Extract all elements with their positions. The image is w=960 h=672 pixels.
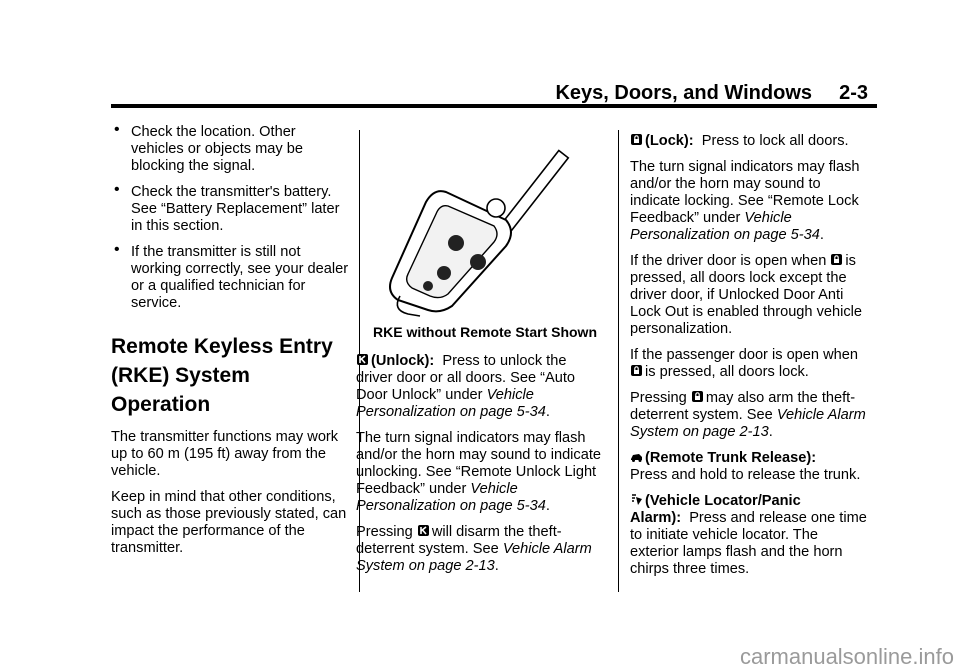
paragraph-unlock: (Unlock): Press to unlock the driver door or all doors. See “Auto Door Unlock” under Vehicle Personalization on page 5-34. [356, 353, 576, 420]
header-rule [111, 104, 877, 108]
key-fob-illustration [356, 128, 601, 318]
bullet-item: • Check the location. Other vehicles or objects may be blocking the signal. [114, 121, 303, 174]
fob-unlock-button [448, 235, 464, 251]
bullet-item: • Check the transmitter's battery. See “Battery Replacement” later in this section. [114, 181, 340, 234]
lock-icon [830, 253, 843, 266]
paragraph-passenger-door: If the passenger door is open when is pressed, all doors lock. [630, 347, 858, 380]
header-title: Keys, Doors, and Windows [555, 82, 812, 104]
watermark: carmanualsonline.info [739, 644, 954, 669]
paragraph-unlock-flash: The turn signal indicators may flash and/or the horn may sound to indicate unlocking. See “Remote Unlock Light Feedback” under Vehicle Personalization on page 5-34. [356, 430, 602, 514]
paragraph-range: The transmitter functions may work up to 60 m (195 ft) away from the vehicle. [111, 429, 339, 479]
paragraph-trunk: (Remote Trunk Release): Press and hold to release the trunk. [630, 450, 861, 483]
fob-trunk-button [437, 266, 451, 280]
lock-icon [630, 364, 643, 377]
section-heading: Remote Keyless Entry (RKE) System Operation [111, 335, 333, 416]
column-divider-2 [618, 130, 619, 592]
figure-caption: RKE without Remote Start Shown [373, 324, 597, 340]
paragraph-conditions: Keep in mind that other conditions, such as those previously stated, can impact the performance of the transmitter. [111, 489, 347, 556]
column-2 [356, 128, 606, 584]
paragraph-locator: (Vehicle Locator/Panic Alarm): Press and release one time to initiate vehicle locator. The exterior lamps flash and the horn chirps three times. [630, 493, 867, 577]
key-blade [500, 150, 569, 233]
paragraph-disarm: Pressing will disarm the theft-deterrent system. See Vehicle Alarm System on page 2-13. [356, 524, 592, 574]
page-number: 2-3 [839, 82, 868, 104]
fob-panic-button [423, 281, 433, 291]
column-3 [630, 133, 870, 587]
paragraph-driver-door: If the driver door is open when is pressed, all doors lock except the driver door, if Unlocked Door Anti Lock Out is enabled through vehicle personalization. [630, 253, 863, 337]
lock-icon [691, 390, 704, 403]
paragraph-arm: Pressing may also arm the theft-deterrent system. See Vehicle Alarm System on page 2-13. [630, 390, 866, 440]
paragraph-lock-flash: The turn signal indicators may flash and/or the horn may sound to indicate locking. See “Remote Lock Feedback” under Vehicle Personalization on page 5-34. [630, 159, 860, 243]
fob-release-button [487, 199, 505, 217]
paragraph-lock: (Lock): Press to lock all doors. [630, 133, 870, 150]
vehicle-locator-icon [630, 493, 643, 506]
unlock-icon [417, 524, 430, 537]
column-1 [111, 121, 351, 566]
fob-lock-button [470, 254, 486, 270]
trunk-icon [630, 450, 643, 463]
lock-icon [630, 133, 643, 146]
unlock-icon [356, 353, 369, 366]
bullet-item: • If the transmitter is still not working correctly, see your dealer or a qualified technician for service. [114, 241, 349, 311]
